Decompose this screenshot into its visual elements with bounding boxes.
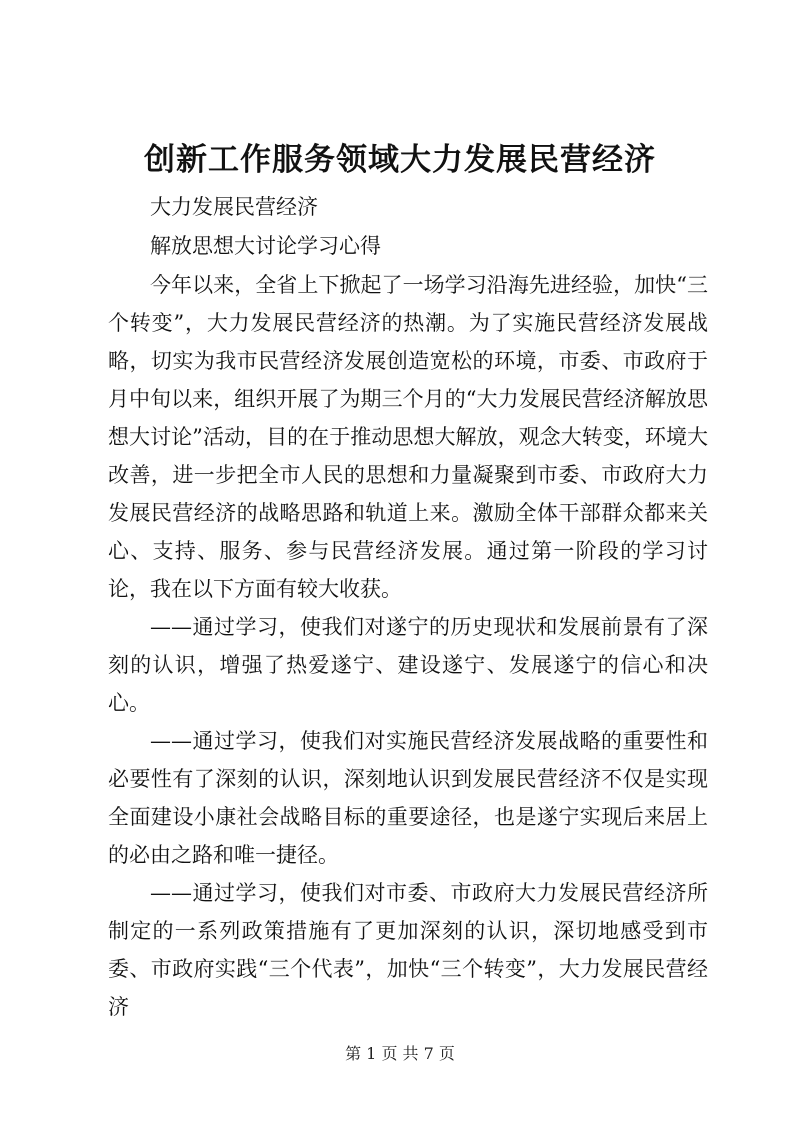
paragraph-point-3: ——通过学习，使我们对市委、市政府大力发展民营经济所制定的一系列政策措施有了更加深刻的认识，深切地感受到市委、市政府实践“三个代表”，加快“三个转变”，大力发展民营经济 [108,881,708,1019]
page-title: 创新工作服务领域大力发展民营经济 [144,142,656,178]
paragraph-intro: 今年以来，全省上下掀起了一场学习沿海先进经验，加快“三个转变”，大力发展民营经济的热潮。为了实施民营经济发展战略，切实为我市民营经济发展创造宽松的环境，市委、市政府于月中旬以来，组织开展了为期三个月的“大力发展民营经济解放思想大讨论”活动，目的在于推动思想大解放，观念大转变，环境大改善，进一步把全市人民的思想和力量凝聚到市委、市政府大力发展民营经济的战略思路和轨道上来。激励全体干部群众都来关心、支持、服务、参与民营经济发展。通过第一阶段的学习讨论，我在以下方面有较大收获。 [108,273,708,601]
body-text [108,266,708,1026]
paragraph-point-2: ——通过学习，使我们对实施民营经济发展战略的重要性和必要性有了深刻的认识，深刻地认识到发展民营经济不仅是实现全面建设小康社会战略目标的重要途径，也是遂宁实现后来居上的必由之路和唯一捷径。 [108,729,708,867]
paragraph-point-1: ——通过学习，使我们对遂宁的历史现状和发展前景有了深刻的认识，增强了热爱遂宁、建设遂宁、发展遂宁的信心和决心。 [108,615,708,715]
subtitle-line-1: 大力发展民营经济 [150,195,318,219]
page-footer: 第 1 页 共 7 页 [345,1044,455,1063]
subtitle-line-2: 解放思想大讨论学习心得 [150,234,381,258]
